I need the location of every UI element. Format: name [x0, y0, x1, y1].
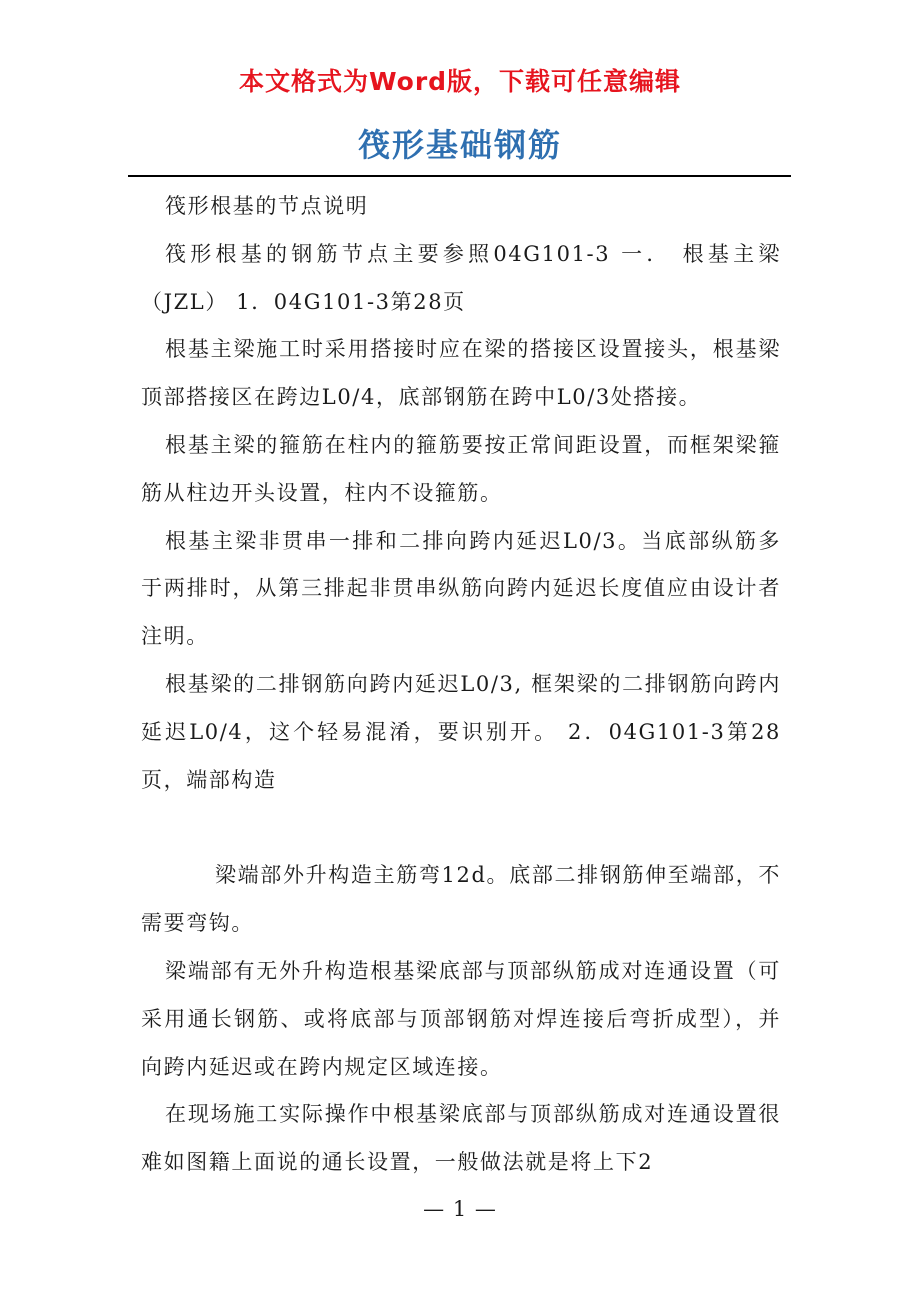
paragraph-gap: [141, 804, 781, 852]
paragraph-5: 根基主梁非贯串一排和二排向跨内延迟L0/3。当底部纵筋多于两排时，从第三排起非贯串纵筋向跨内延迟长度值应由设计者注明。: [141, 528, 781, 649]
page-number: — 1 —: [423, 1197, 497, 1221]
paragraph-4: 根基主梁的箍筋在柱内的箍筋要按正常间距设置，而框架梁箍筋从柱边开头设置，柱内不设箍筋。: [141, 432, 781, 505]
title-divider: [128, 175, 791, 177]
paragraph-2: 筏形根基的钢筋节点主要参照04G101-3 一． 根基主梁（JZL） 1．04G101-3第28页: [141, 241, 781, 314]
paragraph-1: 筏形根基的节点说明: [165, 194, 369, 218]
document-title: 筏形基础钢筋: [357, 126, 562, 164]
paragraph-7: 梁端部外升构造主筋弯12d。底部二排钢筋伸至端部，不需要弯钩。: [141, 863, 781, 936]
document-body: [141, 183, 781, 1187]
paragraph-9: 在现场施工实际操作中根基梁底部与顶部纵筋成对连通设置很难如图籍上面说的通长设置，一般做法就是将上下2: [141, 1102, 781, 1175]
paragraph-6: 根基梁的二排钢筋向跨内延迟L0/3, 框架梁的二排钢筋向跨内延迟L0/4，这个轻易混淆，要识别开。 2．04G101-3第28页，端部构造: [141, 671, 781, 792]
header-notice: 本文格式为Word版，下载可任意编辑: [238, 67, 682, 96]
paragraph-8: 梁端部有无外升构造根基梁底部与顶部纵筋成对连通设置（可采用通长钢筋、或将底部与顶部钢筋对焊连接后弯折成型），并向跨内延迟或在跨内规定区域连接。: [141, 958, 781, 1079]
paragraph-3: 根基主梁施工时采用搭接时应在梁的搭接区设置接头，根基梁顶部搭接区在跨边L0/4，底部钢筋在跨中L0/3处搭接。: [141, 337, 781, 410]
